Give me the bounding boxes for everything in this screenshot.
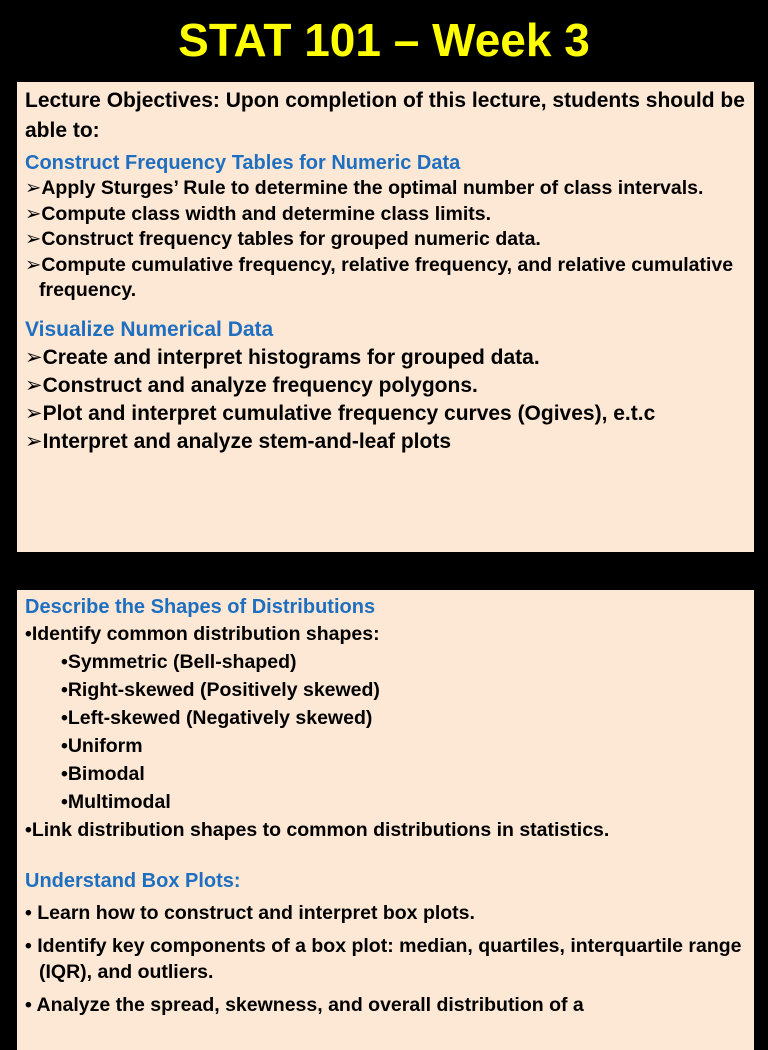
objective-item: ➢Compute cumulative frequency, relative frequency, and relative cumulative frequency. — [25, 253, 734, 301]
objective-item: ➢Construct frequency tables for grouped numeric data. — [25, 228, 541, 250]
distribution-shape: •Uniform — [61, 735, 143, 757]
objectives-intro: Lecture Objectives: Upon completion of this lecture, students should be able to: — [25, 89, 745, 142]
distribution-shape: •Multimodal — [61, 791, 171, 813]
distribution-link: •Link distribution shapes to common distributions in statistics. — [25, 819, 610, 841]
section-heading-distributions: Describe the Shapes of Distributions — [25, 596, 376, 618]
objective-item: ➢Construct and analyze frequency polygons. — [25, 373, 478, 397]
section-heading-visualize: Visualize Numerical Data — [25, 317, 274, 341]
page-title: STAT 101 – Week 3 — [178, 14, 590, 66]
objective-item: ➢Apply Sturges’ Rule to determine the optimal number of class intervals. — [25, 177, 704, 199]
objectives-panel — [17, 82, 754, 552]
distribution-shape: •Right-skewed (Positively skewed) — [61, 679, 380, 701]
distribution-lead: •Identify common distribution shapes: — [25, 623, 380, 645]
section-heading-boxplots: Understand Box Plots: — [25, 870, 241, 892]
distribution-shape: •Symmetric (Bell-shaped) — [61, 651, 297, 673]
objective-item: ➢Interpret and analyze stem-and-leaf plots — [25, 429, 452, 453]
distribution-shape: •Bimodal — [61, 763, 145, 785]
distributions-panel — [17, 590, 754, 1050]
objective-item: ➢Create and interpret histograms for grouped data. — [25, 345, 540, 369]
objective-item: ➢Compute class width and determine class limits. — [25, 202, 492, 225]
objective-item: ➢Plot and interpret cumulative frequency curves (Ogives), e.t.c — [25, 401, 656, 425]
distribution-shape: •Left-skewed (Negatively skewed) — [61, 707, 373, 729]
section-heading-frequency-tables: Construct Frequency Tables for Numeric Data — [25, 152, 461, 174]
boxplot-item: • Identify key components of a box plot: median, quartiles, interquartile range (IQR), and outliers. — [25, 935, 742, 983]
boxplot-item: • Learn how to construct and interpret box plots. — [25, 902, 475, 924]
boxplot-item: • Analyze the spread, skewness, and overall distribution of a — [25, 994, 584, 1016]
